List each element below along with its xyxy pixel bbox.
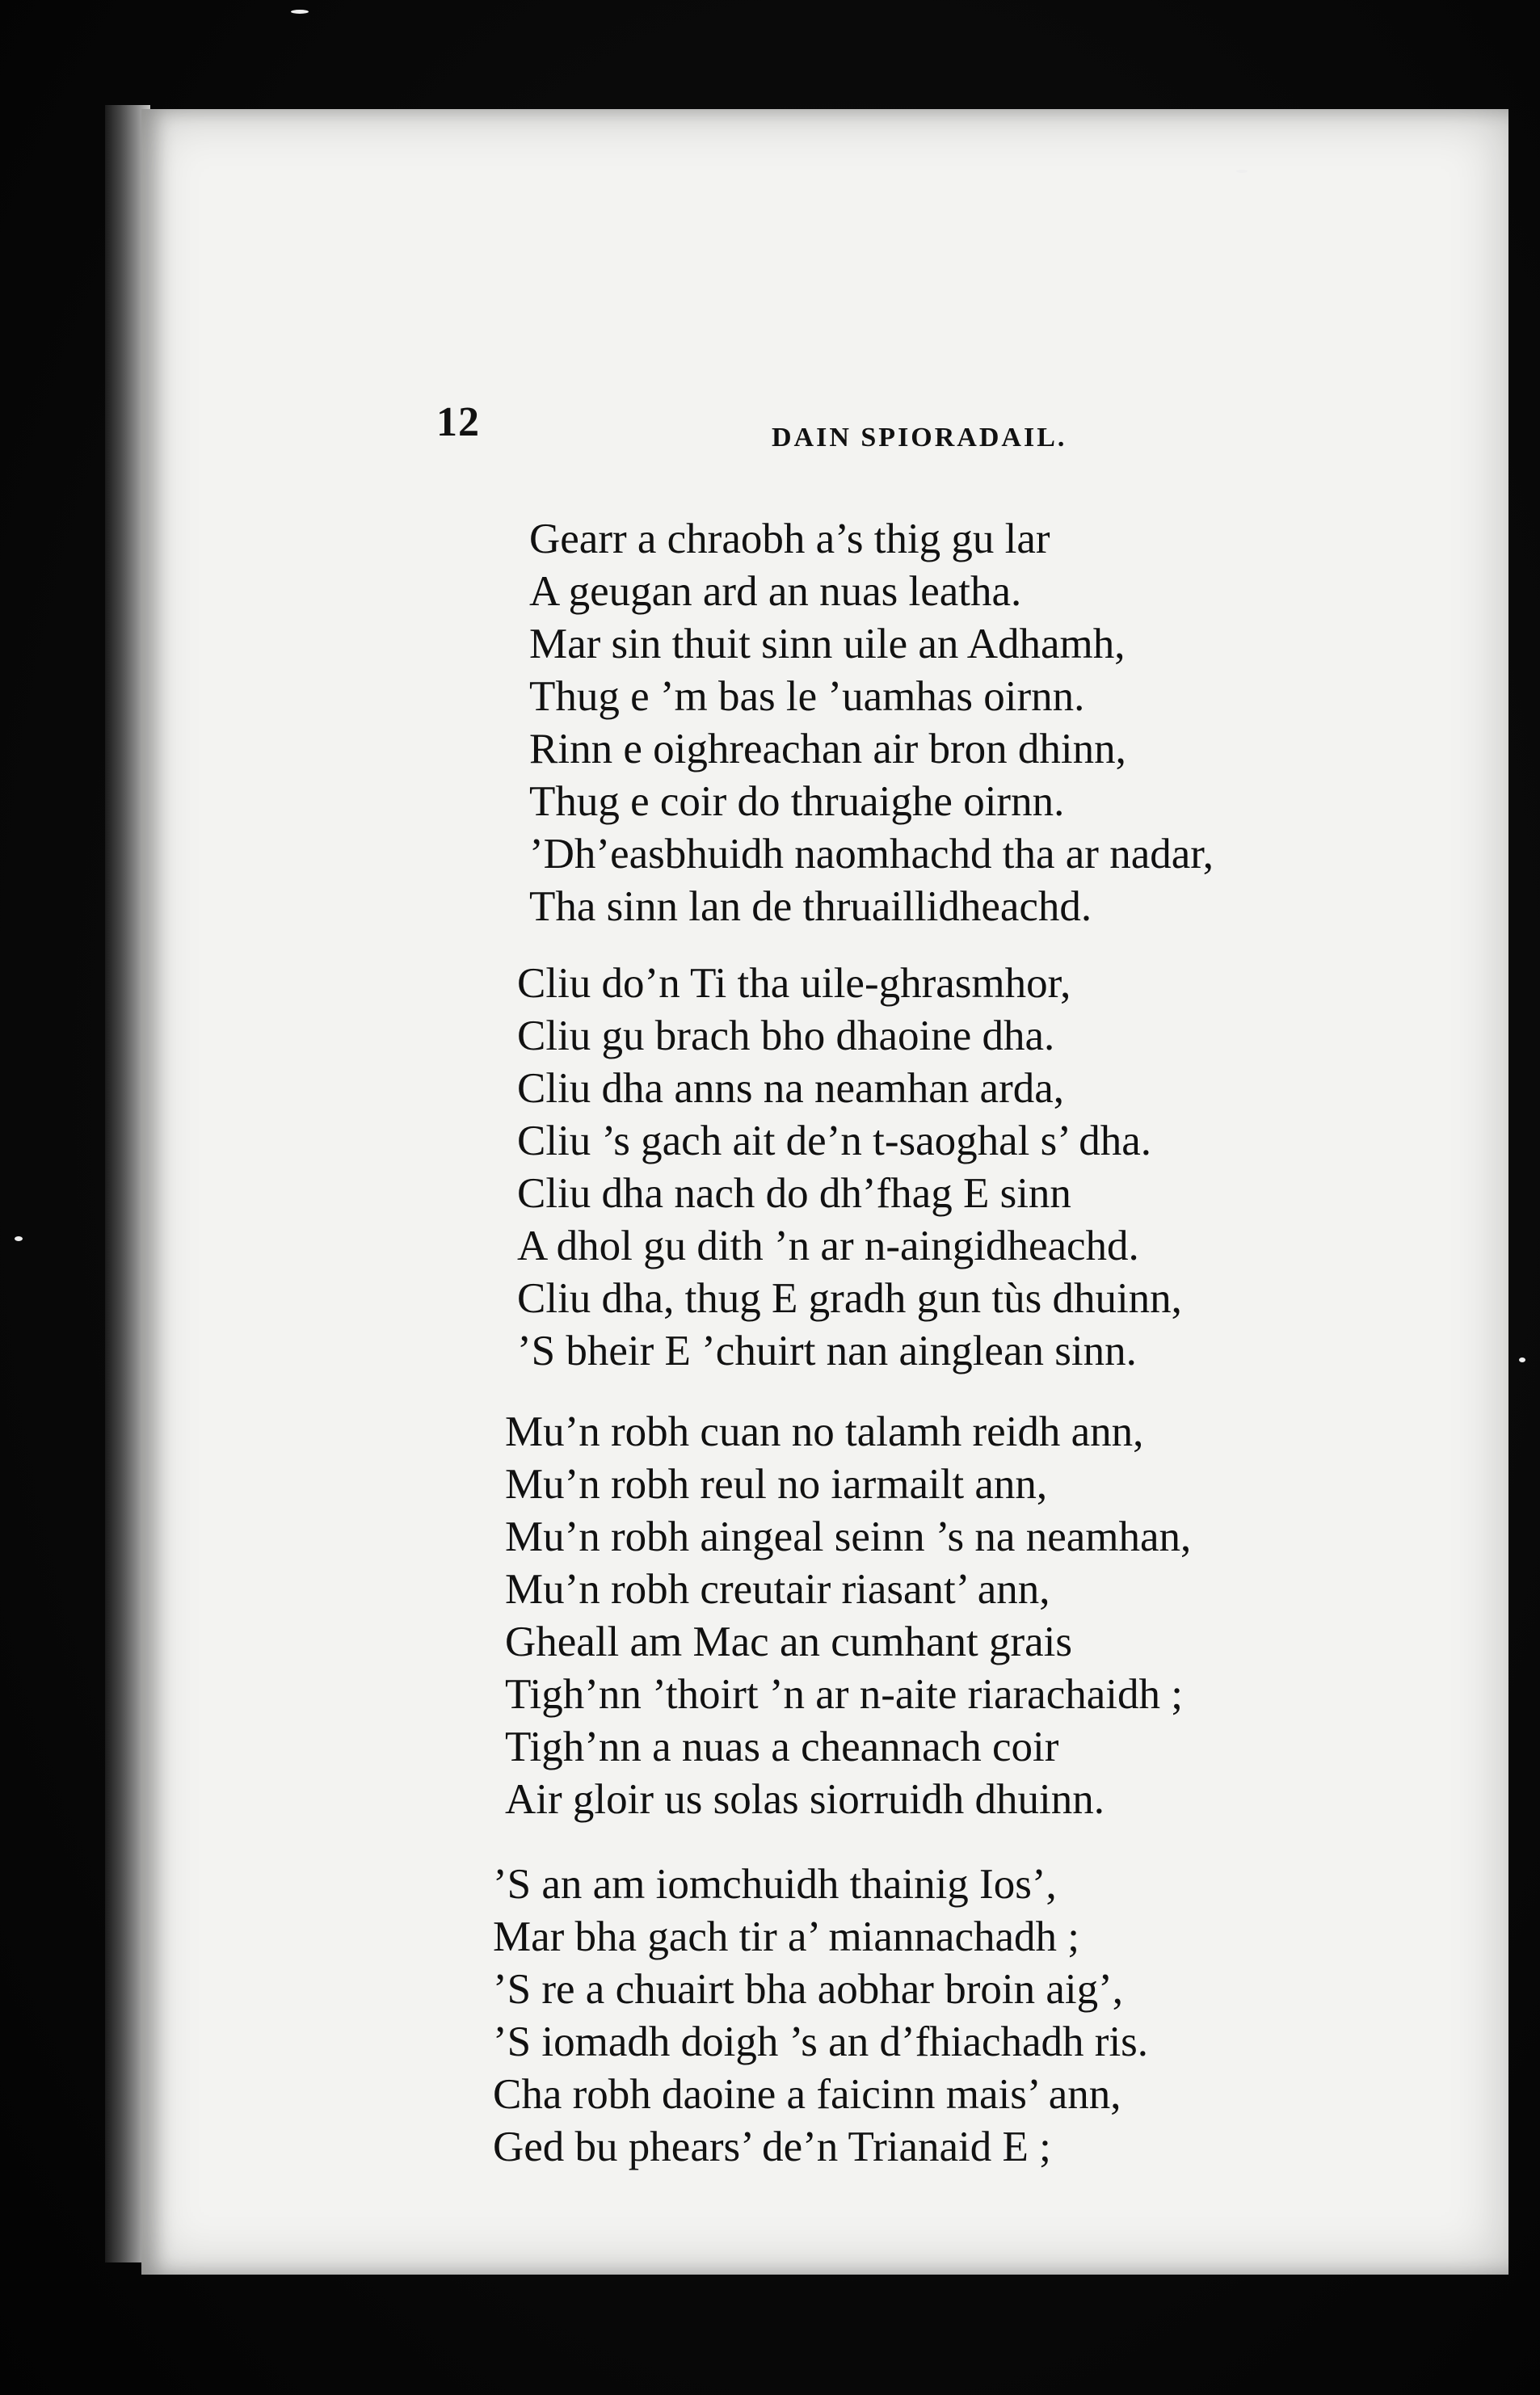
poem-line: Thug e ’m bas le ’uamhas oirnn. [529, 673, 1085, 720]
poem-line: Mu’n robh reul no iarmailt ann, [505, 1461, 1048, 1508]
poem-line: Cha robh daoine a faicinn mais’ ann, [493, 2071, 1121, 2118]
stanza-1 [529, 513, 1499, 933]
poem-body [141, 109, 1508, 2275]
poem-line: Mar bha gach tir a’ miannachadh ; [493, 1913, 1079, 1960]
poem-line: Cliu do’n Ti tha uile-ghrasmhor, [517, 960, 1071, 1007]
poem-line: Rinn e oighreachan air bron dhinn, [529, 726, 1126, 772]
poem-line: Tigh’nn ’thoirt ’n ar n-aite riarachaidh ; [505, 1671, 1183, 1718]
poem-line: A dhol gu dith ’n ar n-aingidheachd. [517, 1223, 1139, 1269]
poem-line: Cliu ’s gach ait de’n t-saoghal s’ dha. [517, 1118, 1151, 1164]
book-page [141, 109, 1508, 2275]
stanza-3 [505, 1406, 1475, 1826]
stanza-4 [493, 1858, 1462, 2174]
poem-line: ’S bheir E ’chuirt nan ainglean sinn. [517, 1328, 1137, 1374]
poem-line: Mu’n robh cuan no talamh reidh ann, [505, 1408, 1144, 1455]
running-title: DAIN SPIORADAIL. [772, 423, 1067, 452]
dust-speck [1236, 170, 1248, 173]
poem-line: Cliu dha, thug E gradh gun tùs dhuinn, [517, 1275, 1182, 1322]
poem-line: ’S iomadh doigh ’s an d’fhiachadh ris. [493, 2018, 1149, 2065]
page-number: 12 [436, 399, 480, 445]
poem-line: Gearr a chraobh a’s thig gu lar [529, 516, 1050, 562]
poem-line: Mu’n robh aingeal seinn ’s na neamhan, [505, 1513, 1192, 1560]
poem-line: Gheall am Mac an cumhant grais [505, 1618, 1072, 1665]
poem-line: Ged bu phears’ de’n Trianaid E ; [493, 2124, 1051, 2170]
dust-speck [15, 1236, 23, 1241]
poem-line: Air gloir us solas siorruidh dhuinn. [505, 1776, 1105, 1823]
poem-line: A geugan ard an nuas leatha. [529, 568, 1022, 615]
poem-line: Cliu gu brach bho dhaoine dha. [517, 1012, 1055, 1059]
poem-line: Mar sin thuit sinn uile an Adhamh, [529, 621, 1126, 667]
poem-line: Cliu dha anns na neamhan arda, [517, 1065, 1064, 1112]
poem-line: Tigh’nn a nuas a cheannach coir [505, 1724, 1059, 1770]
poem-line: ’S an am iomchuidh thainig Ios’, [493, 1861, 1057, 1908]
poem-line: ’S re a chuairt bha aobhar broin aig’, [493, 1966, 1123, 2013]
poem-line: Mu’n robh creutair riasant’ ann, [505, 1566, 1050, 1613]
dust-speck [1519, 1357, 1525, 1362]
stanza-2 [517, 958, 1487, 1378]
poem-line: ’Dh’easbhuidh naomhachd tha ar nadar, [529, 831, 1214, 878]
poem-line: Thug e coir do thruaighe oirnn. [529, 778, 1065, 825]
dust-speck [291, 10, 309, 14]
poem-line: Tha sinn lan de thruaillidheachd. [529, 883, 1092, 930]
poem-line: Cliu dha nach do dh’fhag E sinn [517, 1170, 1071, 1217]
